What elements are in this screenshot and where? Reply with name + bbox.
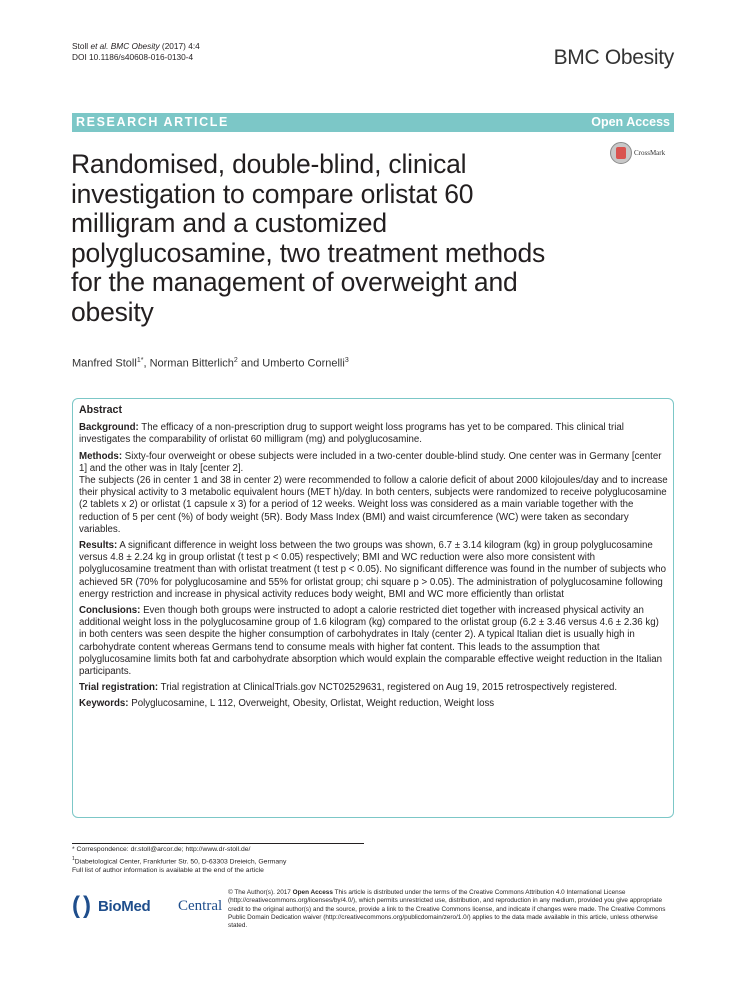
license-open-access: Open Access [292, 889, 333, 896]
correspondence[interactable]: * Correspondence: dr.stoll@arcor.de; http://www.dr-stoll.de/ [72, 846, 251, 853]
section-label: Methods: [79, 450, 123, 462]
section-text: The efficacy of a non-prescription drug to support weight loss programs has yet to be compared. This clinical trial investigates the comparability of orlistat 60 milligram (mg) and polyglucosamine. [79, 422, 624, 446]
citation-journal: et al. BMC Obesity [90, 41, 160, 51]
author[interactable]: Manfred Stoll [72, 357, 137, 370]
section-text: A significant difference in weight loss between the two groups was shown, 6.7 ± 3.14 kilogram (kg) in group polyglucosamine versus 4.8 ± 2.24 kg in group orlistat (t test p < 0.05) respectively; BMI and WC reduction were also more consistent with polyglucosamine treatment than with orlistat treatment (t test p < 0.05). No significant difference was found in the number of subjects who achieved 5R (70% for polyglucosamine and 55% for orlistat group; chi square p > 0.05). The administration of polyglucosamine following energy restriction and increase in physical activity reduces body weight, BMI and WC more efficiently than orlistat [79, 540, 667, 600]
abstract [79, 404, 669, 715]
author-affiliation-marker: 2 [233, 357, 238, 364]
abstract-keywords [79, 698, 669, 710]
author-affiliation-marker: 1* [136, 357, 144, 364]
author[interactable]: Norman Bitterlich [149, 357, 234, 370]
article-title: Randomised, double-blind, clinical investigation to compare orlistat 60 milligram and a customized polyglucosamine, two treatment methods for the management of overweight and obesity [71, 149, 546, 327]
section-label: Results: [79, 540, 118, 552]
abstract-conclusions [79, 605, 669, 678]
crossmark-badge[interactable] [610, 140, 680, 170]
footnotes [72, 845, 286, 876]
abstract-heading: Abstract [79, 404, 122, 416]
section-text: Trial registration at ClinicalTrials.gov NCT02529631, registered on Aug 19, 2015 retrospectively registered. [160, 682, 618, 694]
doi[interactable]: DOI 10.1186/s40608-016-0130-4 [72, 52, 194, 62]
license-text: This article is distributed under the terms of the Creative Commons Attribution 4.0 International License (http://creativecommons.org/licenses/by/4.0/), which permits unrestricted use, distribution, and reproduction in any medium, provided you give appropriate credit to the original author(s) and the source, provide a link to the Creative Commons license, and indicate if changes were made. The Creative Commons Public Domain Dedication waiver (http://creativecommons.org/publicdomain/zero/1.0/) applies to the data made available in this article, unless otherwise stated. [228, 889, 666, 930]
abstract-trial-registration [79, 682, 669, 694]
logo-bracket-icon: ( [72, 892, 80, 919]
logo-biomed: BioMed [98, 898, 151, 915]
section-label: Keywords: [79, 698, 129, 710]
abstract-methods-continued: The subjects (26 in center 1 and 38 in center 2) were recommended to follow a calorie deficit of about 2000 kilojoules/day and to increase their physical activity to 3 metabolic equivalent hours (MET h)/day. In both centers, subjects were randomized to receive polyglucosamine (2 tablets x 2) or orlistat (1 capsule x 3) for a period of 12 weeks. Weight loss was considered as a main variable together with the reduction of 5 per cent (%) of body weight (5R). Body Mass Index (BMI) and waist circumference (WC) were taken as secondary variables. [79, 475, 668, 535]
abstract-results [79, 540, 669, 601]
section-label: Trial registration: [79, 682, 159, 694]
crossmark-label: CrossMark [634, 149, 666, 157]
author-list [72, 357, 349, 370]
author-affiliation-marker: 3 [344, 357, 349, 364]
section-text: Polyglucosamine, L 112, Overweight, Obesity, Orlistat, Weight reduction, Weight loss [131, 698, 495, 710]
crossmark-icon [610, 142, 632, 164]
open-access-label: Open Access [591, 115, 670, 129]
affiliation-marker: 1 [72, 855, 75, 862]
citation [72, 41, 200, 63]
license-statement [228, 889, 668, 930]
affiliation-text: Diabetological Center, Frankfurter Str. 50, D-63303 Dreieich, Germany [74, 857, 287, 865]
author-info-note: Full list of author information is available at the end of the article [72, 867, 264, 875]
section-label: Conclusions: [79, 605, 141, 617]
logo-central: Central [178, 898, 223, 914]
section-label: Background: [79, 422, 139, 434]
abstract-background [79, 422, 669, 446]
affiliation [72, 855, 286, 867]
author[interactable]: Umberto Cornelli [262, 357, 345, 370]
footnote-divider [72, 843, 364, 844]
journal-name: BMC Obesity [553, 46, 674, 69]
biomed-central-logo[interactable] [72, 894, 222, 920]
author-separator: and [237, 357, 263, 370]
abstract-methods [79, 451, 669, 475]
section-text: Even though both groups were instructed to adopt a calorie restricted diet together with increased physical activity an additional weight loss in the polyglucosamine group of 1.6 kilogram (kg) compared to the orlistat group (6.2 ± 3.46 versus 4.6 ± 2.36 kg) in both centers was seen despite the higher consumption of carbohydrates in Italy (center 2). A typical Italian diet is usually high in carbohydrate content whereas Germans tend to consume meals with higher fat content. This leads to the assumption that polyglucosamine limits both fat and carbohydrate absorption which would explain the comparable effective weight reduction in the Italian participants. [79, 605, 663, 678]
citation-line [72, 41, 200, 52]
article-type-banner [72, 113, 674, 132]
license-copyright: © The Author(s). 2017 [228, 889, 293, 896]
citation-volume: (2017) 4:4 [159, 41, 200, 51]
article-type: RESEARCH ARTICLE [76, 115, 229, 129]
section-text: Sixty-four overweight or obese subjects were included in a two-center double-blind study. One center was in Germany [center 1] and the other was in Italy [center 2]. [79, 450, 662, 474]
logo-bracket-icon: ) [83, 892, 91, 919]
author-separator: , [143, 357, 150, 370]
citation-author: Stoll [72, 41, 89, 51]
